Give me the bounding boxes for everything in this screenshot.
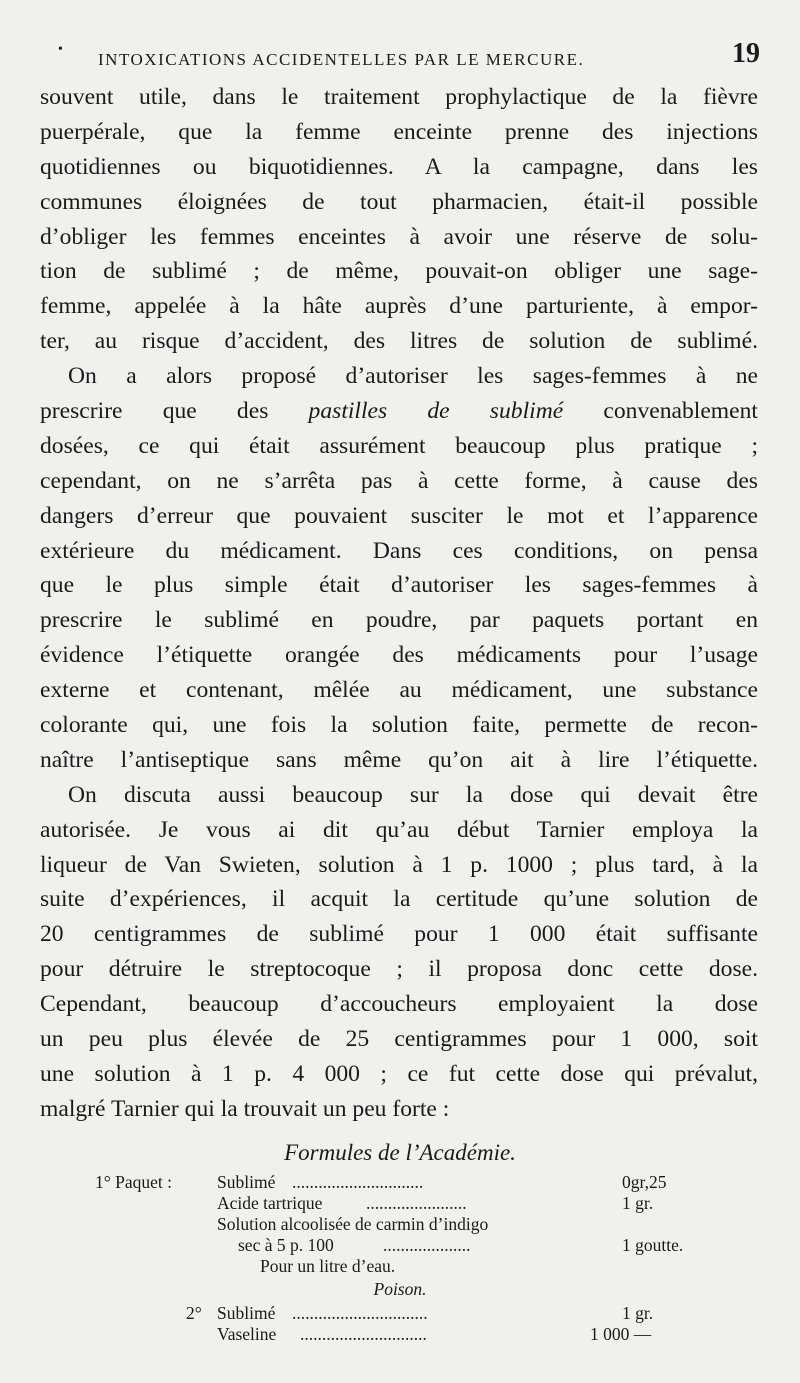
text-line: malgré Tarnier qui la trouvait un peu forte : [40, 1095, 450, 1122]
dot-leader: .................... [383, 1235, 471, 1255]
text-line: que le plus simple était d’autoriser les sages-femmes à [40, 572, 758, 599]
ingredient-name: Sublimé [217, 1172, 276, 1192]
text-line: ter, au risque d’accident, des litres de solution de sublimé. [40, 328, 758, 355]
text-line: femme, appelée à la hâte auprès d’une parturiente, à empor- [40, 293, 758, 320]
page-number: 19 [732, 38, 760, 69]
text-line: On a alors proposé d’autoriser les sages-femmes à ne [68, 363, 758, 390]
text-line: liqueur de Van Swieten, solution à 1 p. 1000 ; plus tard, à la [40, 851, 758, 878]
text-line: une solution à 1 p. 4 000 ; ce fut cette dose qui prévalut, [40, 1060, 758, 1087]
text-line: colorante qui, une fois la solution faite, permette de recon- [40, 712, 758, 739]
text-line: d’obliger les femmes enceintes à avoir une réserve de solu- [40, 223, 758, 250]
text-line: cependant, on ne s’arrêta pas à cette forme, à cause des [40, 467, 758, 494]
text-line: évidence l’étiquette orangée des médicaments pour l’usage [40, 642, 758, 669]
ingredient-quantity: 0gr,25 [622, 1172, 667, 1192]
text-line: externe et contenant, mêlée au médicament, une substance [40, 677, 758, 704]
italic-term: pastilles de sublimé [308, 398, 564, 425]
text-line: souvent utile, dans le traitement prophylactique de la fièvre [40, 84, 758, 110]
text-fragment: prescrire que des [40, 398, 309, 425]
text-line [40, 394, 758, 429]
formula-item-label: 2° [186, 1303, 202, 1323]
ingredient-quantity: 1 gr. [622, 1193, 654, 1213]
page-header [40, 36, 760, 70]
formula-item-label: 1° Paquet : [95, 1172, 172, 1192]
dot-leader: ............................. [300, 1324, 427, 1344]
text-line: dosées, ce qui était assurément beaucoup plus pratique ; [40, 432, 758, 459]
text-line: autorisée. Je vous ai dit qu’au début Tarnier employa la [40, 816, 758, 843]
ingredient-name: Acide tartrique [217, 1193, 323, 1213]
text-line: extérieure du médicament. Dans ces conditions, on pensa [40, 537, 758, 564]
ingredient-quantity: 1 goutte. [622, 1235, 684, 1255]
text-line: On discuta aussi beaucoup sur la dose qui devait être [68, 781, 758, 808]
text-line: quotidiennes ou biquotidiennes. A la campagne, dans les [40, 153, 758, 180]
ingredient-name: Vaseline [217, 1324, 277, 1344]
text-line: un peu plus élevée de 25 centigrammes pour 1 000, soit [40, 1026, 758, 1053]
ingredient-quantity: 1 000 — [590, 1324, 652, 1344]
ingredient-name: Sublimé [217, 1303, 276, 1323]
header-mark: • [58, 42, 63, 57]
ingredient-quantity: 1 gr. [622, 1303, 654, 1323]
dot-leader: .............................. [292, 1172, 424, 1192]
text-line: tion de sublimé ; de même, pouvait-on obliger une sage- [40, 258, 758, 285]
formula-note: Pour un litre d’eau. [260, 1256, 396, 1276]
ingredient-name: sec à 5 p. 100 [238, 1235, 334, 1255]
formula-title: Formules de l’Académie. [284, 1140, 516, 1165]
text-line: dangers d’erreur que pouvaient susciter le mot et l’apparence [40, 502, 758, 529]
text-line: prescrire le sublimé en poudre, par paquets portant en [40, 607, 758, 634]
text-line: puerpérale, que la femme enceinte prenne des injections [40, 118, 758, 145]
dot-leader: ....................... [366, 1193, 467, 1213]
text-line: suite d’expériences, il acquit la certitude qu’une solution de [40, 886, 758, 913]
text-line: naître l’antiseptique sans même qu’on ait à lire l’étiquette. [40, 746, 758, 773]
body-text [40, 80, 758, 1127]
text-line: pour détruire le streptocoque ; il proposa donc cette dose. [40, 956, 758, 983]
ingredient-name: Solution alcoolisée de carmin d’indigo [217, 1214, 489, 1234]
text-line: 20 centigrammes de sublimé pour 1 000 était suffisante [40, 921, 758, 948]
text-line: Cependant, beaucoup d’accoucheurs employaient la dose [40, 991, 758, 1018]
dot-leader: ............................... [292, 1303, 428, 1323]
text-line: communes éloignées de tout pharmacien, était-il possible [40, 188, 758, 215]
running-head: INTOXICATIONS ACCIDENTELLES PAR LE MERCURE. [98, 50, 585, 69]
text-fragment: convenablement [563, 398, 758, 425]
poison-heading: Poison. [373, 1279, 427, 1299]
